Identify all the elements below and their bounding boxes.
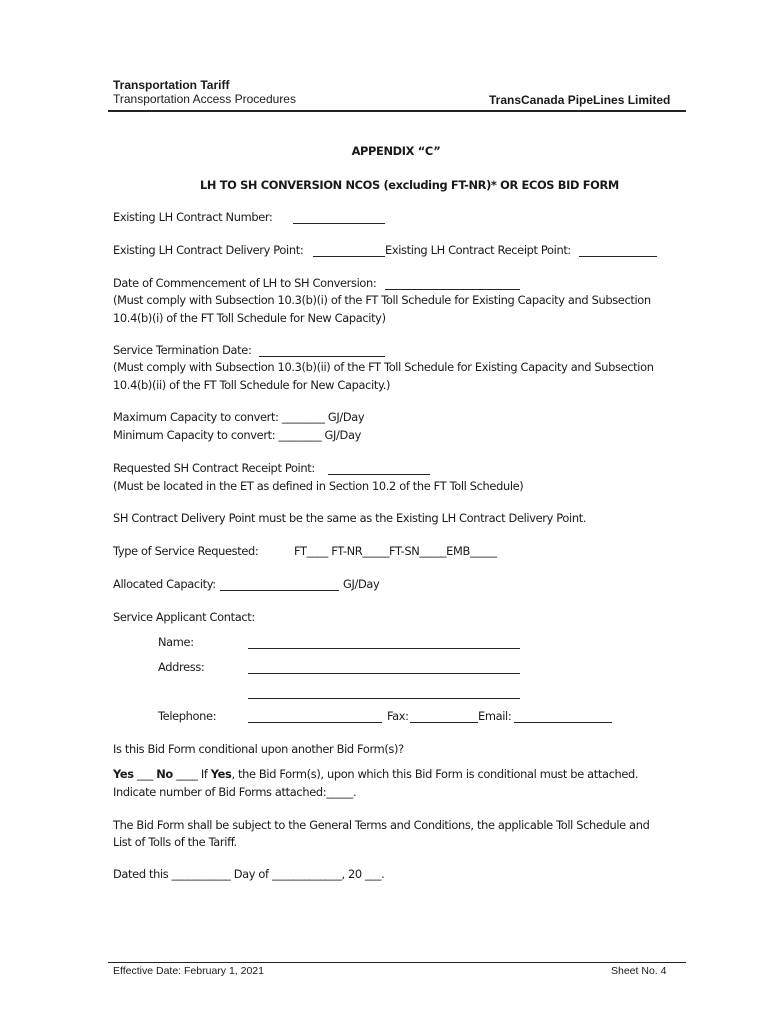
company-name: TransCanada PipeLines Limited — [489, 93, 671, 107]
existing-receipt-point-field[interactable] — [579, 256, 657, 257]
min-capacity-line: Minimum Capacity to convert: ________ GJ/Day — [113, 428, 361, 442]
receipt-point-note: (Must be located in the ET as defined in Section 10.2 of the FT Toll Schedule) — [113, 479, 524, 493]
header-rule — [108, 110, 686, 112]
subject-clause-line2: List of Tolls of the Tariff. — [113, 835, 237, 849]
existing-receipt-point-label: Existing LH Contract Receipt Point: — [385, 243, 571, 257]
termination-date-label: Service Termination Date: — [113, 343, 252, 357]
effective-date: Effective Date: February 1, 2021 — [113, 965, 264, 977]
email-label: Email: — [478, 709, 512, 723]
allocated-capacity-field[interactable] — [220, 590, 339, 591]
sheet-number: Sheet No. 4 — [611, 965, 667, 977]
form-title: LH TO SH CONVERSION NCOS (excluding FT-NR)* OR ECOS BID FORM — [200, 178, 619, 192]
tariff-subtitle: Transportation Access Procedures — [113, 92, 296, 106]
existing-delivery-point-field[interactable] — [313, 256, 385, 257]
commencement-date-label: Date of Commencement of LH to SH Conversion: — [113, 276, 377, 290]
commencement-note-line2: 10.4(b)(i) of the FT Toll Schedule for New Capacity) — [113, 311, 386, 325]
termination-note-line1: (Must comply with Subsection 10.3(b)(ii) of the FT Toll Schedule for Existing Capacity and Subsection — [113, 360, 654, 374]
telephone-label: Telephone: — [158, 709, 217, 723]
yes-emphasis: Yes — [210, 767, 232, 781]
allocated-capacity-label: Allocated Capacity: — [113, 577, 216, 591]
footer-rule — [108, 962, 686, 963]
conditional-answer-line — [113, 767, 638, 781]
conditional-text: , the Bid Form(s), upon which this Bid Form is conditional must be attached. — [231, 767, 639, 781]
max-capacity-line: Maximum Capacity to convert: ________ GJ/Day — [113, 410, 365, 424]
yes-label[interactable]: Yes — [113, 767, 134, 781]
termination-note-line2: 10.4(b)(ii) of the FT Toll Schedule for New Capacity.) — [113, 378, 391, 392]
address-label: Address: — [158, 660, 205, 674]
requested-receipt-point-field[interactable] — [328, 474, 430, 475]
fax-label: Fax: — [387, 709, 409, 723]
email-field[interactable] — [514, 722, 612, 723]
commencement-note-line1: (Must comply with Subsection 10.3(b)(i) of the FT Toll Schedule for Existing Capacity and Subsection — [113, 293, 651, 307]
subject-clause-line1: The Bid Form shall be subject to the General Terms and Conditions, the applicable Toll Schedule and — [113, 818, 650, 832]
name-field[interactable] — [248, 648, 520, 649]
termination-date-field[interactable] — [259, 356, 385, 357]
address-field-line2[interactable] — [248, 698, 520, 699]
attached-count-line[interactable]: Indicate number of Bid Forms attached:_____. — [113, 785, 357, 799]
commencement-date-field[interactable] — [385, 289, 520, 290]
tariff-title: Transportation Tariff — [113, 78, 230, 92]
dated-line[interactable]: Dated this ___________ Day of _____________, 20 ___. — [113, 867, 385, 881]
appendix-heading: APPENDIX “C” — [351, 144, 441, 158]
service-type-options[interactable]: FT____ FT-NR_____FT-SN_____EMB_____ — [294, 544, 497, 558]
yes-blank[interactable]: ___ — [133, 767, 157, 781]
fax-field[interactable] — [410, 722, 478, 723]
contact-label: Service Applicant Contact: — [113, 610, 255, 624]
no-label[interactable]: No — [156, 767, 173, 781]
conditional-question: Is this Bid Form conditional upon another Bid Form(s)? — [113, 742, 404, 756]
name-label: Name: — [158, 635, 194, 649]
requested-receipt-point-label: Requested SH Contract Receipt Point: — [113, 461, 315, 475]
allocated-capacity-unit: GJ/Day — [343, 577, 380, 591]
no-blank[interactable]: ____ If — [172, 767, 211, 781]
existing-contract-number-label: Existing LH Contract Number: — [113, 210, 273, 224]
existing-contract-number-field[interactable] — [293, 223, 385, 224]
existing-delivery-point-label: Existing LH Contract Delivery Point: — [113, 243, 304, 257]
service-type-label: Type of Service Requested: — [113, 544, 259, 558]
telephone-field[interactable] — [248, 722, 382, 723]
delivery-point-statement: SH Contract Delivery Point must be the same as the Existing LH Contract Delivery Point. — [113, 511, 587, 525]
address-field-line1[interactable] — [248, 673, 520, 674]
